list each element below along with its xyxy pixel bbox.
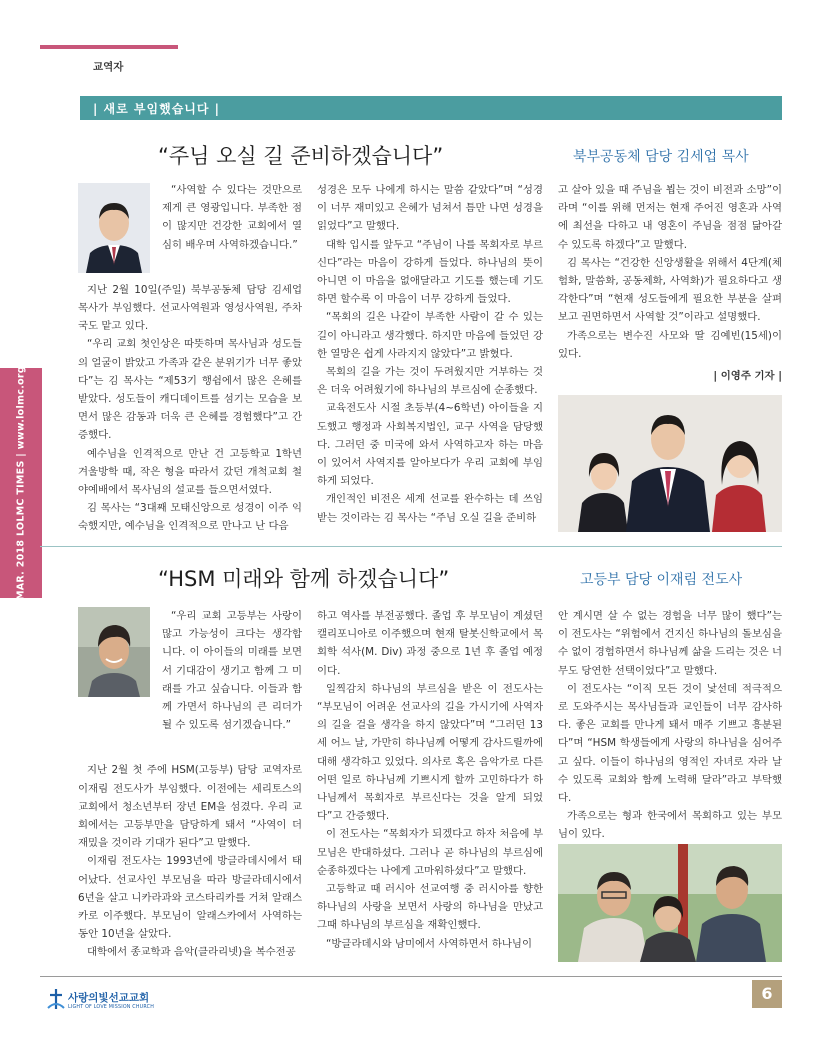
article1-paragraph: 가족으로는 변수진 사모와 딸 김예빈(15세)이 있다. <box>558 329 782 360</box>
footer-rule <box>40 976 782 977</box>
article2-paragraph: 안 계시면 살 수 없는 경험을 너무 많이 했다”는 이 전도사는 “위험에서 건지신 하나님의 돌보심을 수 없이 경험하면서 하나님께 삶을 드리는 것은 너무도 당연한 선택이었다”고 말했다. <box>558 610 782 677</box>
article2-paragraph: 고등학교 때 러시아 선교여행 중 러시아를 향한 하나님의 사랑을 보면서 사랑의 하나님을 만났고 그때 하나님의 부르심을 재확인했다. <box>317 883 543 932</box>
section-label: 교역자 <box>93 61 124 73</box>
article2-column-1 <box>78 607 302 962</box>
kim-family-photo <box>558 395 782 532</box>
article1-title: “주님 오실 길 준비하겠습니다” <box>158 144 444 168</box>
article2-title: “HSM 미래와 함께 하겠습니다” <box>158 567 450 591</box>
side-issue-text: MAR. 2018 LOLMC TIMES | www.lolmc.org <box>15 365 27 601</box>
article1-paragraph: 교육전도사 시절 초등부(4~6학년) 아이들을 지도했고 행정과 사회복지법인, 교구 사역을 담당했다. 그러던 중 미국에 와서 사역하고자 하는 마음이 있어서 사역지를 알아보다가 우리 교회에 부임하게 되었다. <box>317 402 543 488</box>
article1-paragraph: 예수님을 인격적으로 만난 건 고등학교 1학년 겨울방학 때, 작은 형을 따라서 갔던 개척교회 철야예배에서 목사님의 설교를 들으면서였다. <box>78 447 302 497</box>
article2-column-2 <box>317 607 543 953</box>
page-number: 6 <box>752 980 782 1008</box>
top-accent-rule <box>40 45 178 49</box>
article2-paragraph: 하고 역사를 부전공했다. 졸업 후 부모님이 계셨던 캘리포니아로 이주했으며 현재 탈봇신학교에서 목회학 석사(M. Div) 과정 중으로 1년 후 졸업 예정이다. <box>317 610 543 677</box>
article1-paragraph: 김 목사는 “3대째 모태신앙으로 성경이 이주 익숙했지만, 예수님을 인격적으로 만나고 난 다음 <box>78 502 302 533</box>
article2-paragraph: 이 전도사는 “이직 모든 것이 낯선데 적극적으로 도와주시는 목사님들과 교인들이 너무 감사하다. 좋은 교회를 만나게 돼서 매주 기쁘고 흥분된다”며 “HSM 학생들에게 사랑의 하나님을 심어주고 싶다. 이들이 하나님의 영적인 자녀로 자라 날 수 있도록 교회와 함께 노력해 달라”라고 부탁했다. <box>558 682 782 805</box>
article2-paragraph: 지난 2월 첫 주에 HSM(고등부) 담당 교역자로 이재림 전도사가 부임했다. 이전에는 세리토스의 교회에서 청소년부터 장년 EM을 섬겼다. 우리 교회에서는 고등부만을 담당하게 돼서 “사역이 더 재밌을 것이라 기대가 된다”고 말했다. <box>78 764 302 850</box>
article2-paragraph: 대학에서 종교학과 음악(클라리넷)을 복수전공 <box>87 946 296 959</box>
article1-column-1 <box>78 181 302 536</box>
article1-paragraph: “우리 교회 첫인상은 따뜻하며 목사님과 성도들의 얼굴이 밝았고 가족과 같은 분위기가 너무 좋았다”는 김 목사는 “제53기 행쉼에서 많은 은혜를 받았다. 성도들이 캐디데이트를 섬기는 모습을 보면서 많은 감동과 더욱 큰 은혜를 경험했다”고 간증했다. <box>78 338 302 442</box>
church-logo <box>46 988 155 1014</box>
article2-quote: “우리 교회 고등부는 사랑이 많고 가능성이 크다는 생각합니다. 이 아이들의 미래를 보면서 기대감이 생기고 함께 그 미래를 가고 싶습니다. 이들과 함께 가면서 하나님의 큰 리더가 될 수 있도록 섬기겠습니다.” <box>162 610 302 732</box>
article1-paragraph: 목회의 길을 가는 것이 두려웠지만 거부하는 것은 더욱 어려웠기에 하나님의 부르심에 순종했다. <box>317 366 543 397</box>
article1-paragraph: 김 목사는 “건강한 신앙생활을 위해서 4단계(체험화, 말씀화, 공동체화, 사역화)가 필요하다고 생각한다”며 “현재 성도들에게 필요한 부분을 살펴보고 권면하면서 사역할 것”이라고 설명했다. <box>558 256 782 324</box>
article2-paragraph: “방글라데시와 남미에서 사역하면서 하나님이 <box>326 937 532 950</box>
church-name: 사랑의빛선교교회 <box>68 992 150 1004</box>
lee-family-photo <box>558 844 782 962</box>
article1-paragraph: 성경은 모두 나에게 하시는 말씀 같았다”며 “성경이 너무 재미있고 은혜가 넘쳐서 틈만 나면 성경을 읽었다”고 말했다. <box>317 184 543 233</box>
article2-paragraph: 이 전도사는 “목회자가 되겠다고 하자 처음에 부모님은 반대하셨다. 그러나 곧 하나님의 부르심에 순종하겠다는 나에게 고마워하셨다”고 말했다. <box>317 828 543 877</box>
banner-text: | 새로 부임했습니다 | <box>93 102 221 116</box>
article1-paragraph: “목회의 길은 나같이 부족한 사람이 갈 수 있는 길이 아니라고 생각했다. 하지만 마음에 들었던 강한 열망은 쉽게 사라지지 않았다”고 밝혔다. <box>317 311 543 360</box>
side-issue-tab <box>0 365 42 601</box>
lee-family-figure <box>558 844 782 962</box>
article1-paragraph: 개인적인 비전은 세계 선교를 완수하는 데 쓰임받는 것이라는 김 목사는 “주님 오실 길을 준비하 <box>317 493 543 524</box>
article1-paragraph: 대학 입시를 앞두고 “주님이 나를 목회자로 부르신다”라는 마음이 강하게 들었다. 하나님의 뜻이 아니면 이 마음을 없애달라고 기도를 했는데 기도하면 할수록 이 마음이 너무 강하게 들었다. <box>317 238 543 306</box>
church-name-english: LIGHT OF LOVE MISSION CHURCH <box>68 1005 155 1010</box>
article1-paragraph: 지난 2월 10일(주일) 북부공동체 담당 김세업 목사가 부임했다. 선교사역원과 영성사역원, 주차국도 맡고 있다. <box>78 283 302 333</box>
article2-column-3 <box>558 607 782 866</box>
article2-paragraph: 이재림 전도사는 1993년에 방글라데시에서 태어났다. 선교사인 부모님을 따라 방글라데시에서 6년을 살고 니카라과와 코스타리카를 거쳐 알래스카로 이주했다. 부모님이 알래스카에서 사역하는 동안 10년을 살았다. <box>78 855 302 941</box>
article2-paragraph: 가족으로는 형과 한국에서 목회하고 있는 부모님이 있다. <box>558 810 782 841</box>
article1-column-3 <box>558 181 782 385</box>
article2-paragraph: 일찍감치 하나님의 부르심을 받은 이 전도사는 “부모님이 어려운 선교사의 길을 가시기에 사역자의 길을 걸을 생각을 하지 않았다”며 “그러던 13세 어느 날, 가만히 하나님께 어떻게 감사드릴까에 대해 생각하고 있었다. 의사로 혹은 음악가로 다른 어떤 일로 하나님께 기쁘시게 할까 고민하다가 하나님께서 목회자로 부르신다는 것을 알게 되었다”고 간증했다. <box>317 682 543 823</box>
church-logo-icon <box>46 988 66 1010</box>
section-banner <box>80 96 782 120</box>
article1-column-2 <box>317 181 543 527</box>
article1-quote: “사역할 수 있다는 것만으로 제게 큰 영광입니다. 부족한 점이 많지만 건강한 교회에서 열심히 배우며 사역하겠습니다.” <box>162 184 302 251</box>
article1-paragraph: 고 살아 있을 때 주님을 뵙는 것이 비전과 소망”이라며 “이를 위해 먼저는 현재 주어진 영혼과 사역에 최선을 다하고 내 영혼이 주님을 점점 닮아갈 수 있도록 하겠다”고 말했다. <box>558 184 782 251</box>
article1-byline: 북부공동체 담당 김세업 목사 <box>573 149 749 165</box>
kim-family-figure <box>558 395 782 532</box>
article2-byline: 고등부 담당 이재림 전도사 <box>580 572 743 588</box>
article1-credit: | 이영주 기자 | <box>713 370 782 383</box>
article-divider <box>40 546 782 547</box>
